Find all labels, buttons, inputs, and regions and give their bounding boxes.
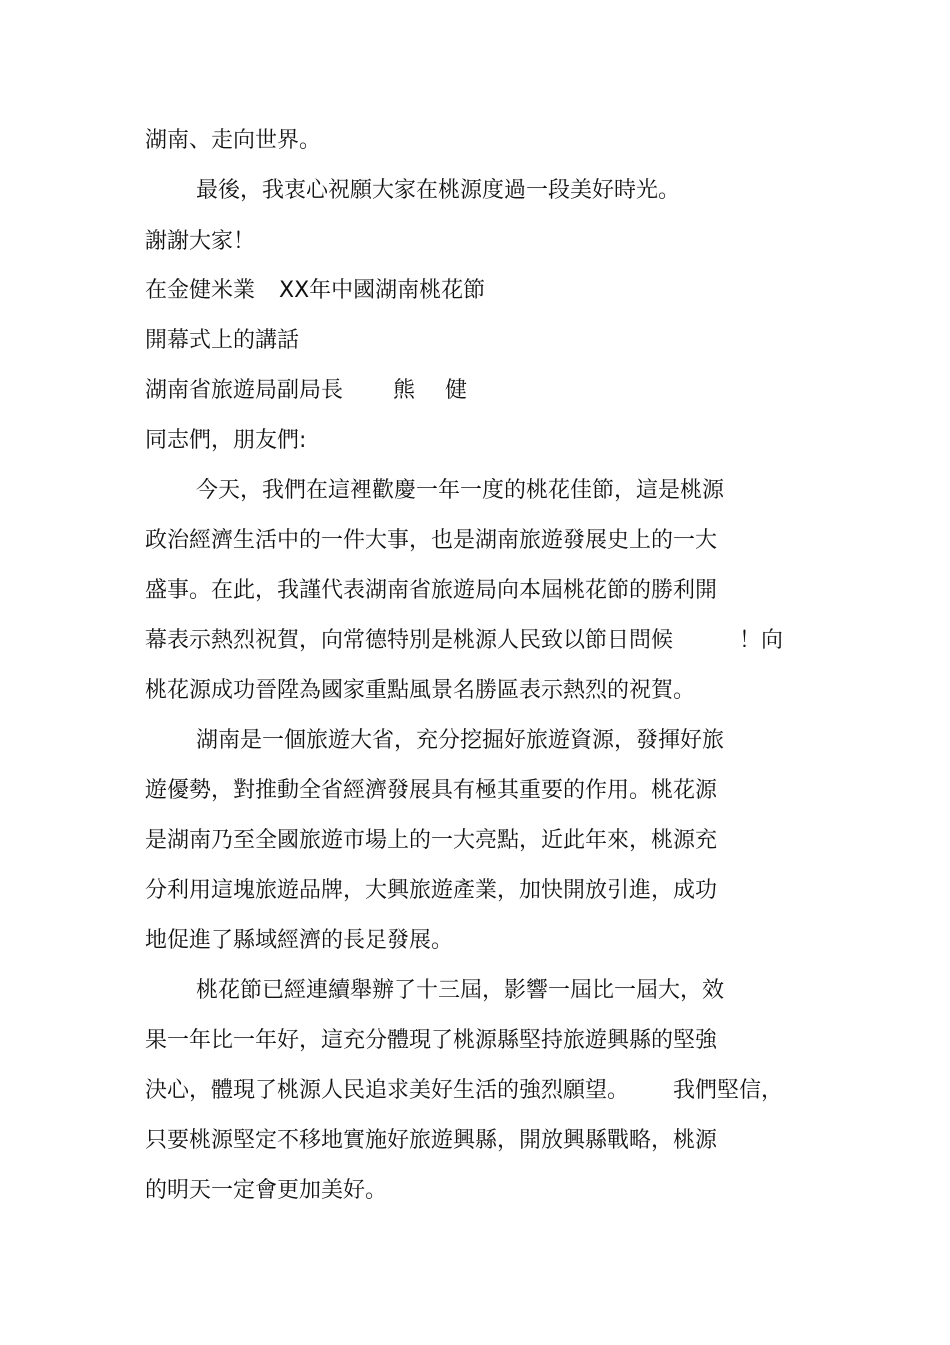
paragraph-line: 今天，我們在這裡歡慶一年一度的桃花佳節，這是桃源 — [196, 478, 725, 503]
paragraph-line: 遊優勢，對推動全省經濟發展具有極其重要的作用。桃花源 — [145, 778, 718, 803]
paragraph-line: 桃花源成功晉陞為國家重點風景名勝區表示熱烈的祝賀。 — [145, 678, 696, 703]
paragraph-text: 幕表示熱烈祝賀，向常德特別是桃源人民致以節日問候 — [145, 628, 674, 653]
paragraph-line: 果一年比一年好，這充分體現了桃源縣堅持旅遊興縣的堅強 — [145, 1028, 718, 1053]
paragraph-text: 決心，體現了桃源人民追求美好生活的強烈願望。 — [145, 1078, 630, 1103]
speaker-line — [145, 376, 467, 406]
paragraph-line: 政治經濟生活中的一件大事，也是湖南旅遊發展史上的一大 — [145, 528, 718, 553]
paragraph-line: 的明天一定會更加美好。 — [145, 1178, 388, 1203]
paragraph-line: 盛事。在此，我謹代表湖南省旅遊局向本屆桃花節的勝利開 — [145, 578, 718, 603]
salutation: 同志們，朋友們: — [145, 428, 307, 453]
text-line: 湖南、走向世界。 — [145, 128, 322, 153]
paragraph-line: 桃花節已經連續舉辦了十三屆，影響一屆比一屆大，效 — [196, 978, 725, 1003]
title-part-company: 在金健米業 — [145, 278, 256, 303]
paragraph-line: 分利用這塊旅遊品牌，大興旅遊產業，加快開放引進，成功 — [145, 878, 718, 903]
speech-title-subline: 開幕式上的講話 — [145, 328, 300, 353]
paragraph-text: ！向 — [739, 628, 784, 653]
speaker-title: 湖南省旅遊局副局長 — [145, 378, 344, 403]
title-part-event: XX年中國湖南桃花節 — [279, 278, 486, 303]
paragraph-line: 湖南是一個旅遊大省，充分挖掘好旅遊資源，發揮好旅 — [196, 728, 725, 753]
thanks-line: 謝謝大家！ — [145, 229, 256, 254]
closing-paragraph: 最後，我衷心祝願大家在桃源度過一段美好時光。 — [196, 178, 681, 203]
speech-title-line — [145, 276, 485, 306]
speaker-surname: 熊 — [393, 378, 416, 403]
speaker-given-name: 健 — [445, 378, 468, 403]
paragraph-line: 是湖南乃至全國旅遊市場上的一大亮點，近此年來，桃源充 — [145, 828, 718, 853]
paragraph-text: 我們堅信， — [673, 1078, 784, 1103]
paragraph-line — [145, 626, 783, 656]
paragraph-line — [145, 1076, 783, 1106]
paragraph-line: 只要桃源堅定不移地實施好旅遊興縣，開放興縣戰略，桃源 — [145, 1128, 718, 1153]
paragraph-line: 地促進了縣域經濟的長足發展。 — [145, 928, 454, 953]
